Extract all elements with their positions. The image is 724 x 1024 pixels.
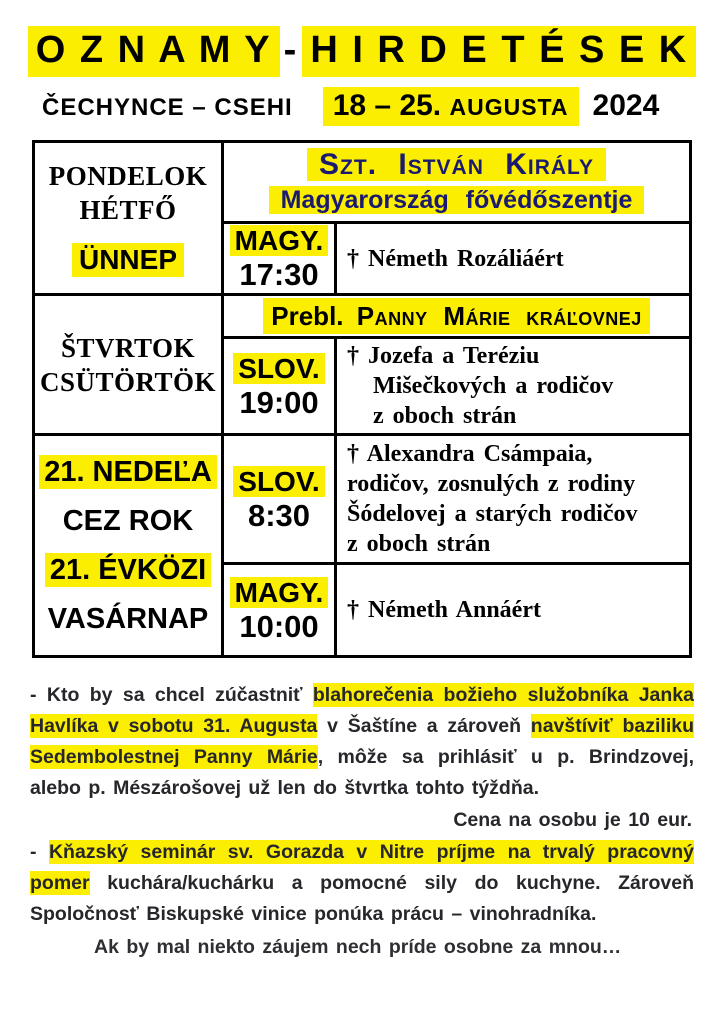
day-name-hu: CSÜTÖRTÖK — [39, 366, 217, 397]
price-line: Cena na osobu je 10 eur. — [453, 809, 692, 831]
mass-intention: † Németh Annáért — [347, 597, 541, 623]
announcement-paragraph-1 — [30, 680, 694, 804]
title-separator: - — [283, 29, 299, 71]
highlighted-segment: navštíviť baziliku Sedembolestnej Panny Márie — [30, 715, 694, 768]
mass-time: 10:00 — [239, 608, 319, 644]
intention-line: Mišečkových a rodičov — [373, 373, 614, 399]
title-hirdetesek: H I R D E T É S E K — [302, 26, 696, 77]
text-segment: kuchára/kuchárku a pomocné sily do kuchyne. Zároveň Spoločnosť Biskupské vinice ponúka prácu – vinohradníka. — [30, 872, 694, 925]
intention-line: † Jozefa a Teréziu — [347, 343, 540, 369]
text-segment: - — [30, 841, 49, 863]
date-month: AUGUSTA — [449, 94, 569, 120]
lang-time-cell — [224, 565, 337, 655]
day-line: VASÁRNAP — [47, 602, 209, 635]
intention-line: z oboch strán — [347, 531, 491, 557]
mass-language: SLOV. — [233, 466, 324, 497]
day-name-sk: ŠTVRTOK — [60, 332, 196, 363]
day-cell-thursday — [35, 296, 224, 433]
intention-line: Šódelovej a starých rodičov — [347, 501, 638, 527]
feast-name — [263, 298, 649, 334]
feast-cell-monday — [224, 143, 689, 224]
parish-name: ČECHYNCE – CSEHI — [42, 94, 293, 121]
feast-prefix: Prebl. — [271, 301, 344, 331]
mass-intention-cell — [337, 224, 689, 293]
monday-right — [224, 143, 689, 293]
mass-time: 8:30 — [247, 497, 311, 533]
holiday-badge: ÜNNEP — [72, 243, 184, 277]
feast-name: Szt. István Király — [307, 148, 606, 181]
intention-line: † Alexandra Csámpaia, — [347, 441, 593, 467]
page-title — [0, 0, 724, 77]
feast-cell-thursday — [224, 296, 689, 339]
text-segment: v Šaštíne a zároveň — [317, 715, 531, 737]
mass-time: 19:00 — [239, 384, 319, 420]
day-line: CEZ ROK — [62, 504, 194, 537]
mass-schedule-table — [32, 140, 692, 658]
subtitle-row — [0, 77, 724, 126]
lang-time-cell — [224, 436, 337, 562]
date-range — [323, 87, 579, 126]
title-oznamy: O Z N A M Y — [28, 26, 280, 77]
day-line: 21. ÉVKÖZI — [45, 553, 211, 587]
highlighted-segment: Kňazský seminár sv. Gorazda v Nitre príjme na trvalý pracovný pomer — [30, 841, 695, 894]
closing-line: Ak by mal niekto záujem nech príde osobne za mnou… — [94, 936, 622, 958]
mass-time: 17:30 — [239, 257, 319, 292]
text-segment: - Kto by sa chcel zúčastniť — [30, 684, 313, 706]
mass-row — [224, 224, 689, 293]
day-cell-sunday — [35, 436, 224, 655]
announcements-section — [30, 680, 694, 963]
feast-subtitle: Magyarország fővédőszentje — [269, 186, 645, 214]
mass-language: MAGY. — [230, 577, 329, 608]
intention-line: z oboch strán — [373, 403, 517, 429]
table-row-monday — [35, 143, 689, 296]
date-numbers: 18 – 25. — [332, 89, 442, 122]
mass-intention-cell — [337, 339, 689, 433]
day-line: 21. NEDEĽA — [39, 455, 217, 489]
feast-main: Panny Márie kráľovnej — [356, 301, 642, 331]
mass-intention: † Németh Rozáliáért — [347, 245, 564, 272]
announcement-paragraph-2 — [30, 837, 694, 930]
table-row-sunday — [35, 436, 689, 655]
intention-line: rodičov, zosnulých z rodiny — [347, 471, 636, 497]
mass-language: MAGY. — [230, 225, 329, 256]
highlighted-segment: blahorečenia božieho služobníka Janka Havlíka v sobotu 31. Augusta — [30, 684, 694, 737]
thursday-right — [224, 296, 689, 433]
mass-row — [224, 562, 689, 655]
mass-language: SLOV. — [233, 353, 324, 384]
mass-row — [224, 339, 689, 433]
table-row-thursday — [35, 296, 689, 436]
mass-intention-cell — [337, 436, 689, 562]
mass-row — [224, 436, 689, 562]
lang-time-cell — [224, 224, 337, 293]
day-name-hu: HÉTFŐ — [79, 195, 177, 225]
sunday-day-lines — [39, 448, 217, 644]
mass-intention-cell — [337, 565, 689, 655]
text-segment: , môže sa prihlásiť u p. Brindzovej, alebo p. Mészárošovej už len do štvrtka tohto týždňa. — [30, 746, 695, 799]
lang-time-cell — [224, 339, 337, 433]
sunday-right — [224, 436, 689, 655]
day-name-sk: PONDELOK — [48, 161, 208, 191]
year: 2024 — [592, 89, 660, 122]
day-cell-monday — [35, 143, 224, 293]
